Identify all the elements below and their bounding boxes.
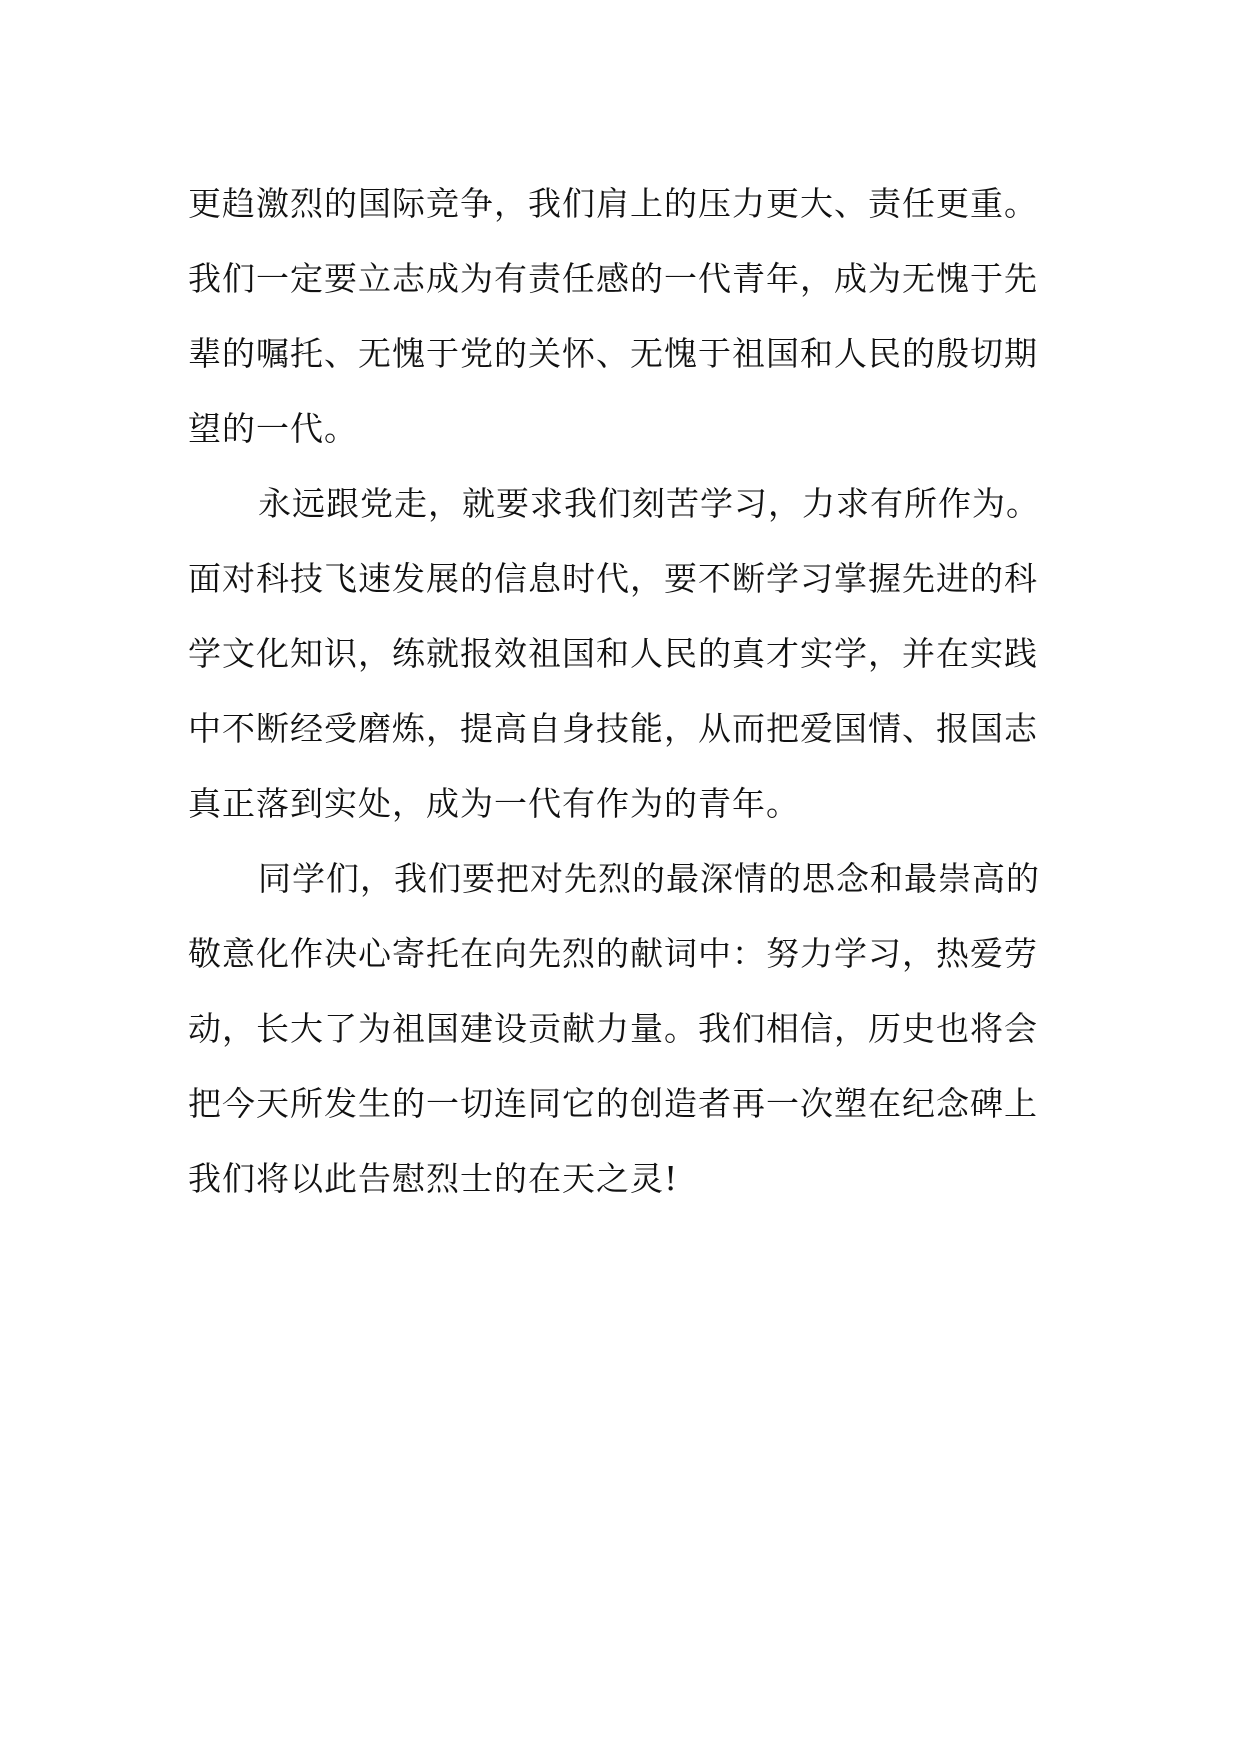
text-line: 我们一定要立志成为有责任感的一代青年，成为无愧于先 [188,259,1038,298]
paragraph-start-line: 同学们，我们要把对先烈的最深情的思念和最崇高的 [258,859,1040,898]
text-line: 我们将以此告慰烈士的在天之灵! [188,1159,679,1198]
text-line: 学文化知识，练就报效祖国和人民的真才实学，并在实践 [188,634,1038,673]
text-line: 面对科技飞速发展的信息时代，要不断学习掌握先进的科 [188,559,1038,598]
body-text [188,166,1068,1216]
text-line: 敬意化作决心寄托在向先烈的献词中：努力学习，热爱劳 [188,934,1038,973]
text-line: 更趋激烈的国际竞争，我们肩上的压力更大、责任更重。 [188,184,1038,223]
text-line: 望的一代。 [188,409,358,448]
text-line: 真正落到实处，成为一代有作为的青年。 [188,784,800,823]
text-line: 辈的嘱托、无愧于党的关怀、无愧于祖国和人民的殷切期 [188,334,1038,373]
text-line: 把今天所发生的一切连同它的创造者再一次塑在纪念碑上 [188,1084,1038,1123]
text-line: 中不断经受磨炼，提高自身技能，从而把爱国情、报国志 [188,709,1038,748]
text-line: 动，长大了为祖国建设贡献力量。我们相信，历史也将会 [188,1009,1038,1048]
paragraph-start-line: 永远跟党走，就要求我们刻苦学习，力求有所作为。 [258,484,1040,523]
